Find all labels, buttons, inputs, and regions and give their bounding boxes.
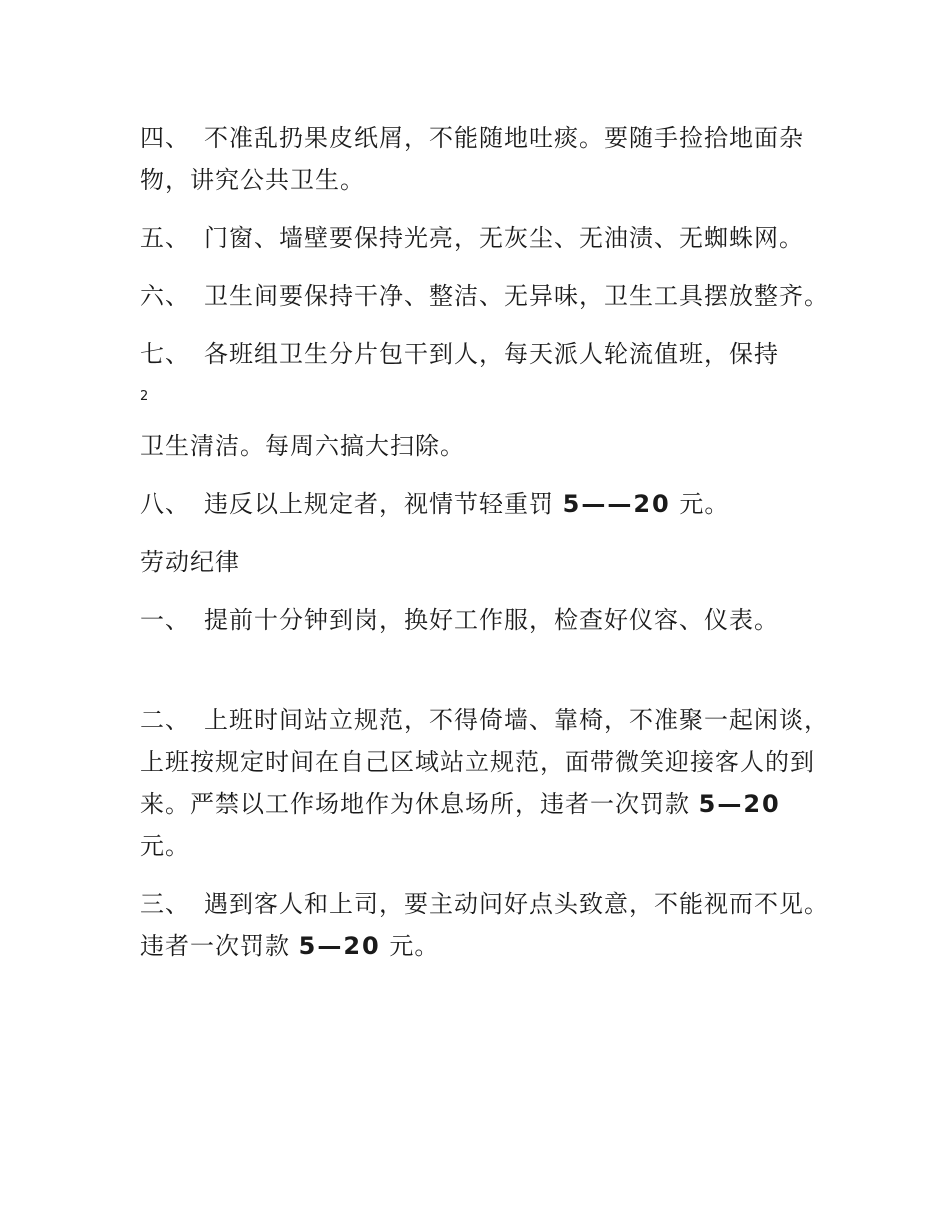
- continuation-text: 卫生清洁。每周六搞大扫除。: [140, 432, 465, 460]
- item-text: 门窗、墙壁要保持光亮，无灰尘、无油渍、无蜘蛛网。: [204, 224, 804, 252]
- section-title: 劳动纪律: [140, 548, 240, 576]
- rule-item-6: [140, 275, 830, 317]
- item-number: 八、: [140, 490, 190, 518]
- item-text-after: 元。: [380, 932, 440, 960]
- item-text: 违反以上规定者，视情节轻重罚: [204, 490, 563, 518]
- item-number: 六、: [140, 282, 190, 310]
- item-number: 二、: [140, 706, 190, 734]
- item-number: 七、: [140, 340, 190, 368]
- item-text: 提前十分钟到岗，换好工作服，检查好仪容、仪表。: [204, 606, 779, 634]
- labor-item-3: [140, 883, 830, 967]
- item-text-after: 元。: [670, 490, 730, 518]
- item-text: 卫生间要保持干净、整洁、无异味，卫生工具摆放整齐。: [204, 282, 829, 310]
- fine-amount: 5—20: [298, 932, 381, 960]
- item-number: 四、: [140, 124, 190, 152]
- rule-item-4: [140, 117, 830, 201]
- item-number: 三、: [140, 890, 190, 918]
- item-text: 遇到客人和上司，要主动问好点头致意，不能视而不见。违者一次罚款: [140, 890, 829, 960]
- item-number: 一、: [140, 606, 190, 634]
- fine-amount: 5—20: [698, 790, 781, 818]
- item-number: 五、: [140, 224, 190, 252]
- document-page: [140, 117, 830, 967]
- rule-item-8: [140, 483, 830, 525]
- rule-item-5: [140, 217, 830, 259]
- item-text: 上班时间站立规范，不得倚墙、靠椅，不准聚一起闲谈，上班按规定时间在自己区域站立规范，面带微笑迎接客人的到来。严禁以工作场地作为休息场所，违者一次罚款: [140, 706, 829, 818]
- rule-item-7: [140, 333, 810, 375]
- labor-item-1: [140, 599, 840, 641]
- item-text: 各班组卫生分片包干到人，每天派人轮流值班，保持: [204, 340, 779, 368]
- labor-item-2: [140, 699, 830, 867]
- fine-amount: 5——20: [562, 490, 671, 518]
- item-text-after: 元。: [140, 832, 190, 860]
- item-text: 不准乱扔果皮纸屑，不能随地吐痰。要随手捡拾地面杂物，讲究公共卫生。: [140, 124, 804, 194]
- page-number: 2: [140, 389, 149, 404]
